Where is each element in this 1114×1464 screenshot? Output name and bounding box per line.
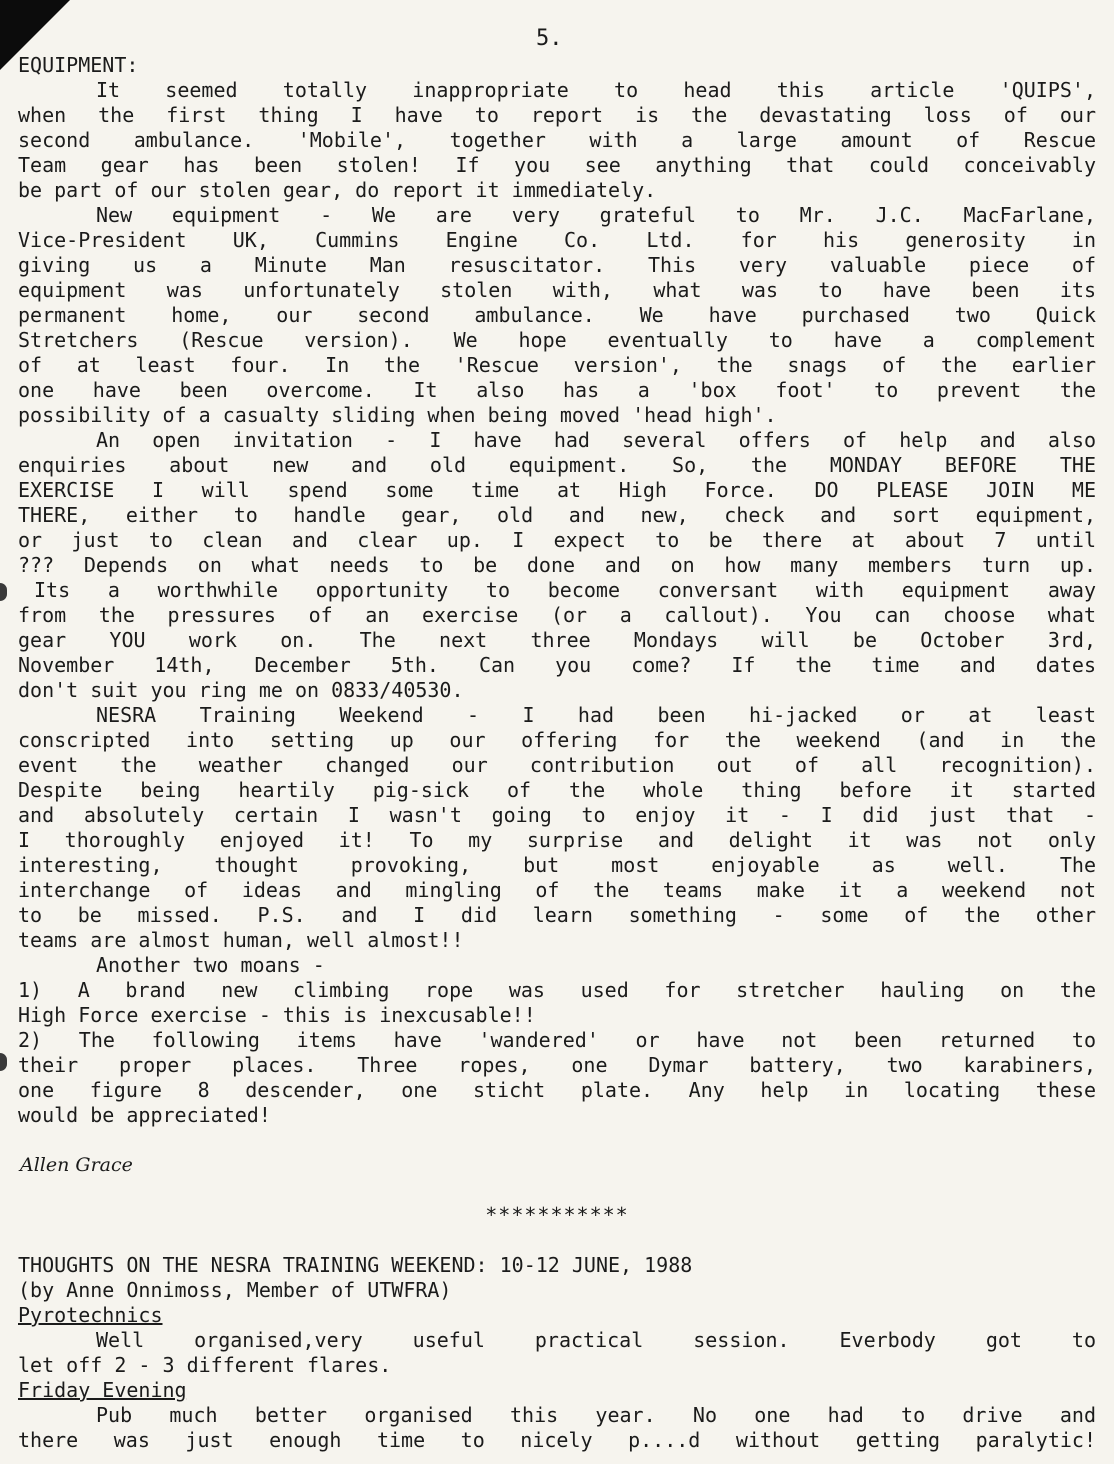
- text-line: giving us a Minute Man resuscitator. This very valuable piece of: [18, 253, 1096, 277]
- text-line: conscripted into setting up our offering for the weekend (and in the: [18, 728, 1096, 752]
- section-separator: ***********: [485, 1203, 629, 1227]
- text-line: Team gear has been stolen! If you see anything that could conceivably: [18, 153, 1096, 177]
- text-line: EXERCISE I will spend some time at High Force. DO PLEASE JOIN ME: [18, 478, 1096, 502]
- text-line: THERE, either to handle gear, old and new, check and sort equipment,: [18, 503, 1096, 527]
- text-line: possibility of a casualty sliding when being moved 'head high'.: [18, 403, 777, 427]
- text-line: would be appreciated!: [18, 1103, 271, 1127]
- text-line: let off 2 - 3 different flares.: [18, 1353, 392, 1377]
- text-line: don't suit you ring me on 0833/40530.: [18, 678, 464, 702]
- text-line: Pub much better organised this year. No one had to drive and: [96, 1403, 1096, 1427]
- text-line: to be missed. P.S. and I did learn something - some of the other: [18, 903, 1096, 927]
- text-line: there was just enough time to nicely p....d without getting paralytic!: [18, 1428, 1096, 1452]
- equipment-paragraph-3: [18, 428, 1096, 703]
- text-line: equipment was unfortunately stolen with, what was to have been its: [18, 278, 1096, 302]
- text-line: one figure 8 descender, one sticht plate. Any help in locating these: [18, 1078, 1096, 1102]
- text-line: Vice-President UK, Cummins Engine Co. Ltd. for his generosity in: [18, 228, 1096, 252]
- equipment-paragraph-1: [18, 78, 1096, 203]
- text-line: I thoroughly enjoyed it! To my surprise and delight it was not only: [18, 828, 1096, 852]
- text-line: of at least four. In the 'Rescue version', the snags of the earlier: [18, 353, 1096, 377]
- text-line: their proper places. Three ropes, one Dymar battery, two karabiners,: [18, 1053, 1096, 1077]
- text-line: Despite being heartily pig-sick of the whole thing before it started: [18, 778, 1096, 802]
- spacer: [18, 1228, 1096, 1253]
- text-line: ??? Depends on what needs to be done and on how many members turn up.: [18, 553, 1096, 577]
- page-number: 5.: [536, 26, 563, 51]
- text-line: permanent home, our second ambulance. We have purchased two Quick: [18, 303, 1096, 327]
- punch-hole: [0, 583, 7, 601]
- thoughts-article: [18, 1253, 1096, 1453]
- author-signature: Allen Grace: [20, 1154, 133, 1176]
- punch-hole: [0, 1053, 7, 1071]
- equipment-heading: EQUIPMENT:: [18, 53, 139, 77]
- equipment-paragraph-2: [18, 203, 1096, 428]
- text-line: when the first thing I have to report is the devastating loss of our: [18, 103, 1096, 127]
- text-line: teams are almost human, well almost!!: [18, 928, 464, 952]
- text-line: one have been overcome. It also has a 'box foot' to prevent the: [18, 378, 1096, 402]
- text-line: High Force exercise - this is inexcusable!!: [18, 1003, 536, 1027]
- thoughts-title: THOUGHTS ON THE NESRA TRAINING WEEKEND: 10-12 JUNE, 1988: [18, 1253, 693, 1277]
- text-line: gear YOU work on. The next three Mondays will be October 3rd,: [18, 628, 1096, 652]
- text-line: interchange of ideas and mingling of the teams make it a weekend not: [18, 878, 1096, 902]
- text-line: or just to clean and clear up. I expect to be there at about 7 until: [18, 528, 1096, 552]
- text-line: An open invitation - I have had several offers of help and also: [96, 428, 1096, 452]
- equipment-paragraph-5: [18, 953, 1096, 1128]
- text-line: event the weather changed our contribution out of all recognition).: [18, 753, 1096, 777]
- document-body: [18, 53, 1096, 1453]
- equipment-article: [18, 53, 1096, 1178]
- text-line: 2) The following items have 'wandered' or have not been returned to: [18, 1028, 1096, 1052]
- text-line: enquiries about new and old equipment. So, the MONDAY BEFORE THE: [18, 453, 1096, 477]
- equipment-paragraph-4: [18, 703, 1096, 953]
- text-line: and absolutely certain I wasn't going to enjoy it - I did just that -: [18, 803, 1096, 827]
- text-line: be part of our stolen gear, do report it immediately.: [18, 178, 657, 202]
- spacer: [18, 1128, 1096, 1153]
- text-line: interesting, thought provoking, but most enjoyable as well. The: [18, 853, 1096, 877]
- text-line: Another two moans -: [96, 953, 325, 977]
- text-line: 1) A brand new climbing rope was used for stretcher hauling on the: [18, 978, 1096, 1002]
- friday-evening-heading: Friday Evening: [18, 1378, 187, 1402]
- text-line: It seemed totally inappropriate to head this article 'QUIPS',: [96, 78, 1096, 102]
- pyrotechnics-heading: Pyrotechnics: [18, 1303, 163, 1327]
- text-line: second ambulance. 'Mobile', together with a large amount of Rescue: [18, 128, 1096, 152]
- text-line: NESRA Training Weekend - I had been hi-jacked or at least: [96, 703, 1096, 727]
- text-line: Well organised,very useful practical session. Everbody got to: [96, 1328, 1096, 1352]
- text-line: from the pressures of an exercise (or a callout). You can choose what: [18, 603, 1096, 627]
- spacer: [18, 1178, 1096, 1203]
- text-line: Its a worthwhile opportunity to become conversant with equipment away: [34, 578, 1096, 602]
- thoughts-byline: (by Anne Onnimoss, Member of UTWFRA): [18, 1278, 452, 1302]
- text-line: Stretchers (Rescue version). We hope eventually to have a complement: [18, 328, 1096, 352]
- text-line: New equipment - We are very grateful to Mr. J.C. MacFarlane,: [96, 203, 1096, 227]
- text-line: November 14th, December 5th. Can you come? If the time and dates: [18, 653, 1096, 677]
